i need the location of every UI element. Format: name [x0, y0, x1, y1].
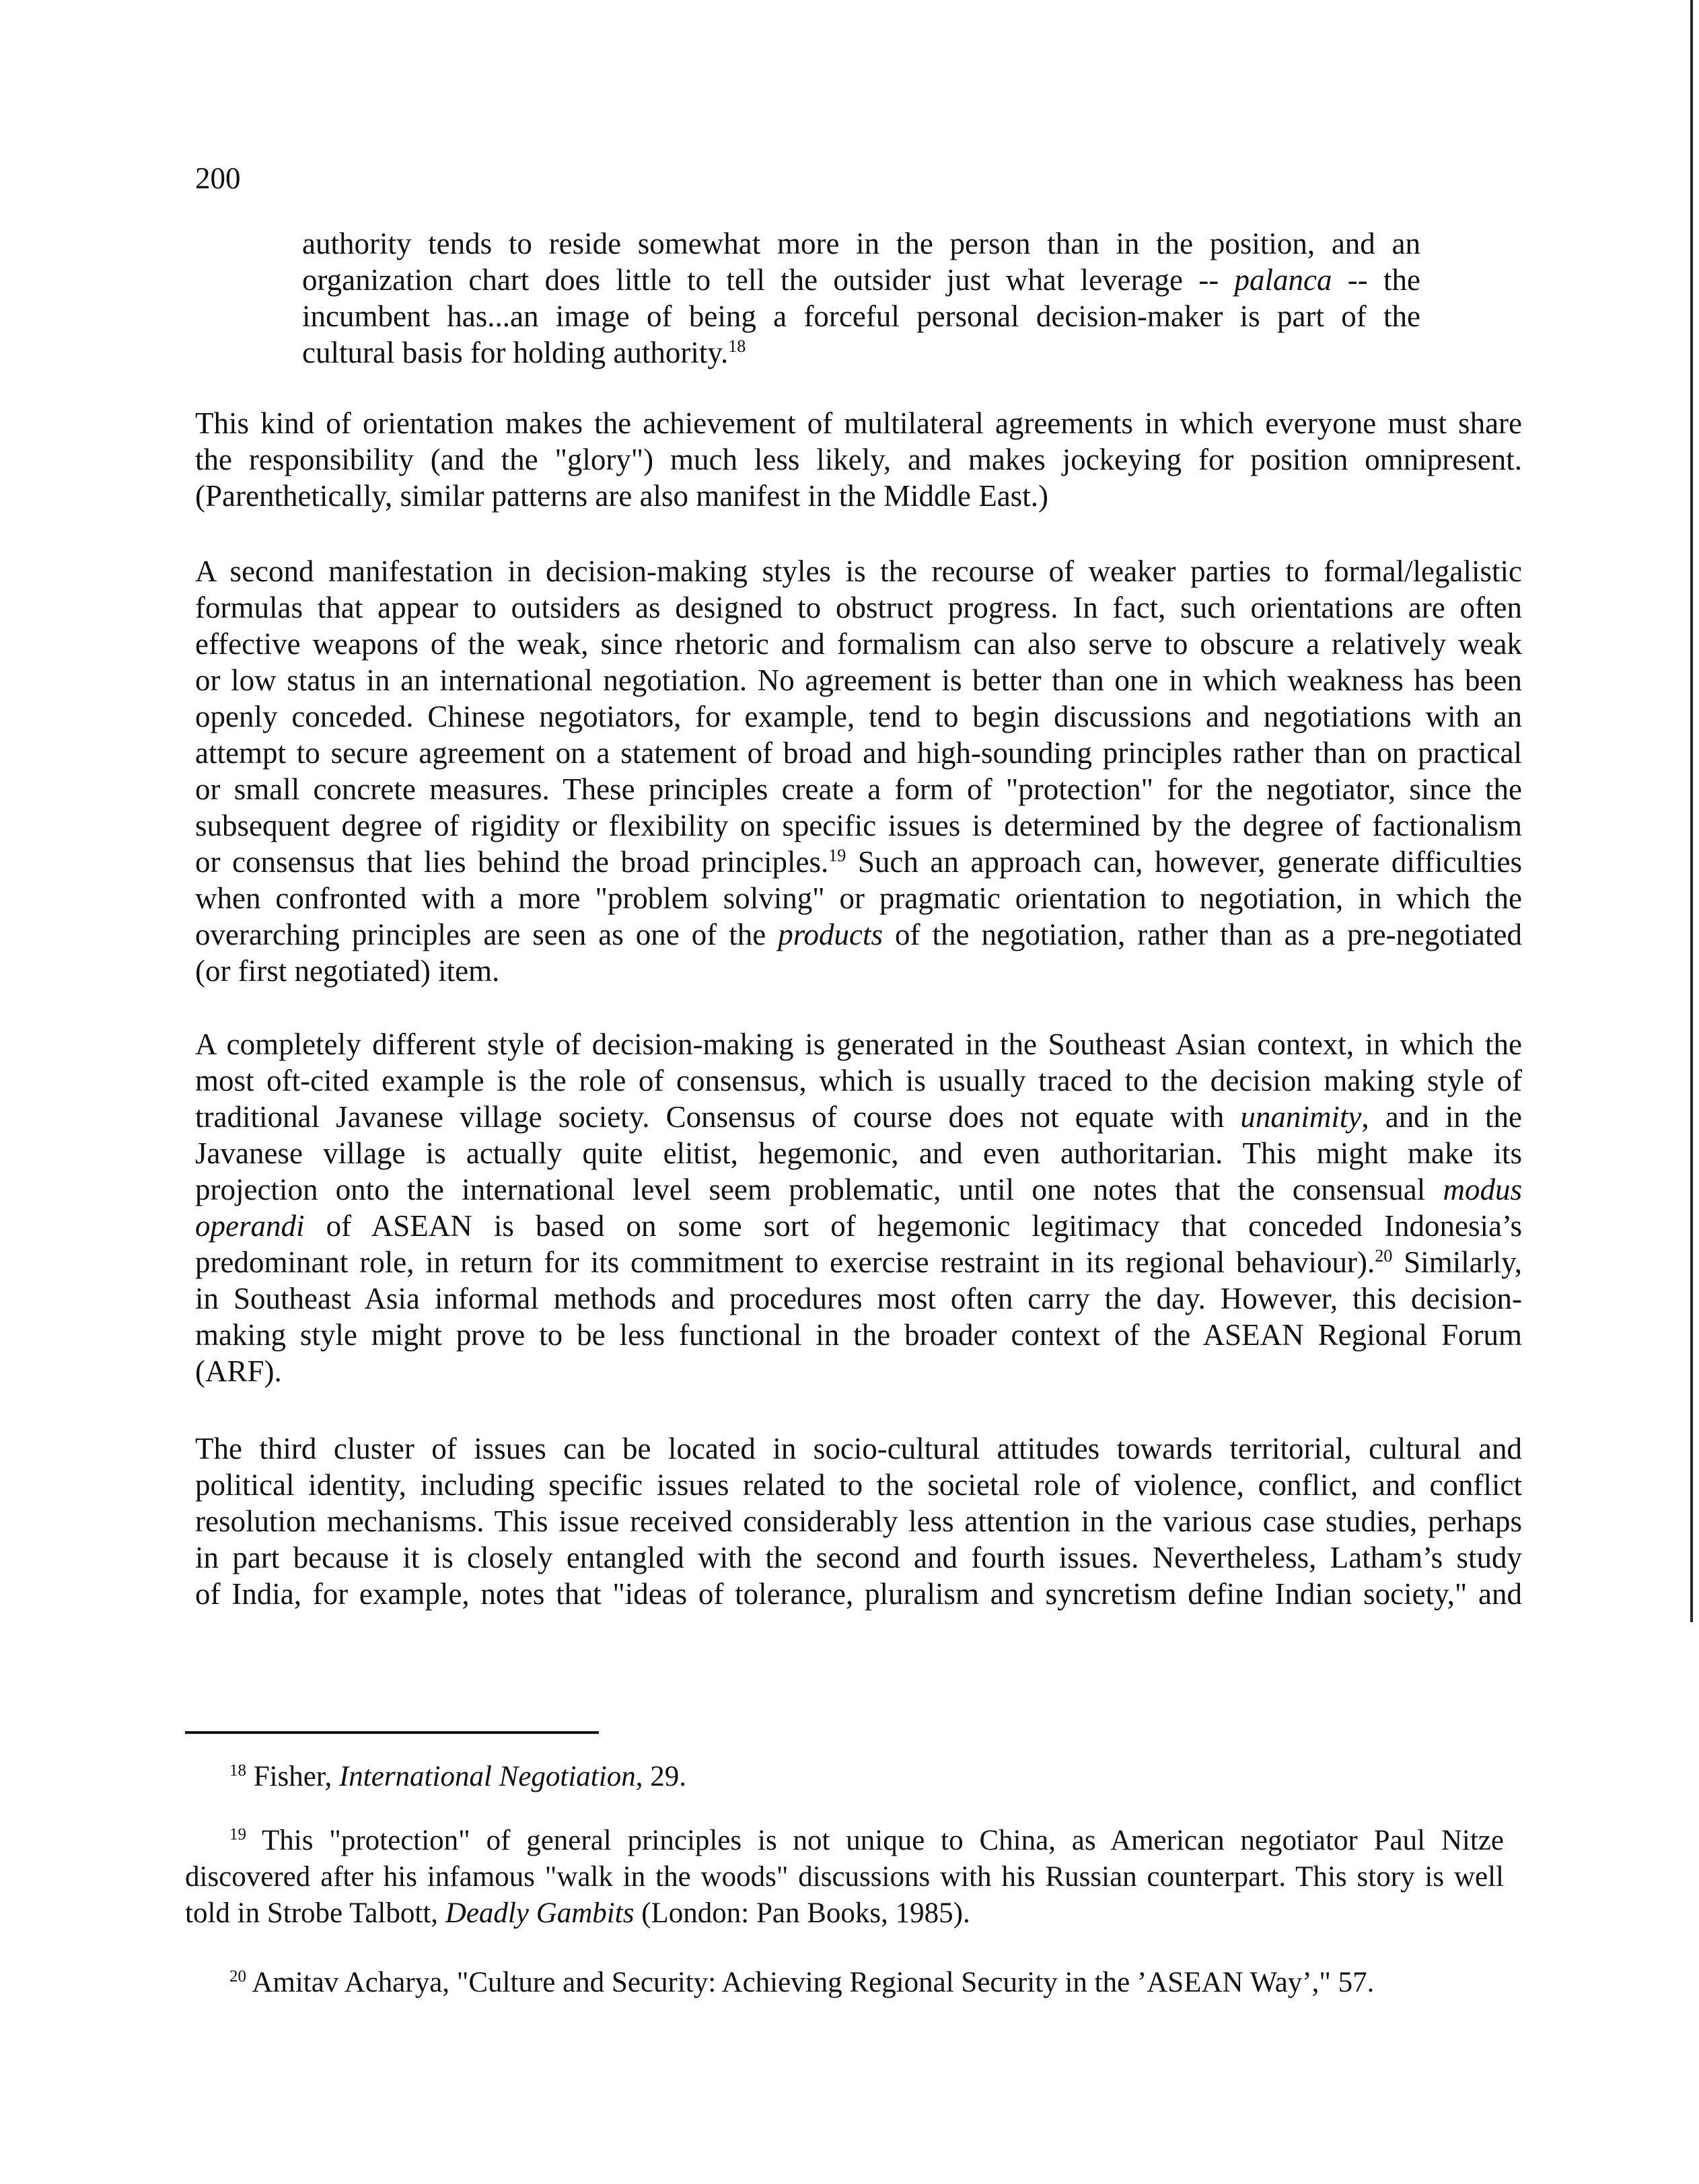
text-line — [195, 1317, 1522, 1353]
text-run: attempt to secure agreement on a statement of broad and high-sounding principles rather than on practical — [195, 736, 1522, 770]
text-line — [185, 1759, 1504, 1795]
text-line — [195, 1244, 1522, 1280]
text-run: This kind of orientation makes the achievement of multilateral agreements in which everyone must share — [195, 406, 1522, 440]
italic-text-run: Deadly Gambits — [445, 1897, 635, 1929]
text-run: A second manifestation in decision-making styles is the recourse of weaker parties to formal/legalistic — [195, 554, 1522, 588]
text-line — [195, 953, 1522, 989]
text-line — [195, 1099, 1522, 1135]
text-run: discovered after his infamous "walk in the woods" discussions with his Russian counterpart. This story is well — [185, 1861, 1504, 1893]
text-line — [195, 478, 1522, 514]
text-run: traditional Javanese village society. Consensus of course does not equate with — [195, 1100, 1241, 1134]
paragraph — [195, 1026, 1522, 1389]
italic-text-run: operandi — [195, 1209, 305, 1243]
text-run: organization chart does little to tell the outsider just what leverage -- — [302, 263, 1235, 297]
text-run: incumbent has...an image of being a forceful personal decision-maker is part of the — [302, 299, 1420, 333]
text-line — [195, 1467, 1522, 1503]
text-run: or low status in an international negotiation. No agreement is better than one in which weakness has been — [195, 663, 1522, 697]
text-run: (ARF). — [195, 1354, 282, 1388]
text-run: or consensus that lies behind the broad principles. — [195, 845, 829, 879]
text-line — [185, 1859, 1504, 1895]
footnote — [185, 1823, 1504, 1932]
text-run: A completely different style of decision-making is generated in the Southeast Asian context, in which the — [195, 1027, 1522, 1061]
text-line — [185, 1823, 1504, 1859]
text-run: Such an approach can, however, generate difficulties — [846, 845, 1522, 879]
text-line — [195, 589, 1522, 626]
text-line — [302, 225, 1420, 262]
text-run: of India, for example, notes that "ideas of tolerance, pluralism and syncretism define Indian society," and — [195, 1577, 1522, 1611]
text-line — [195, 698, 1522, 735]
text-run: openly conceded. Chinese negotiators, for example, tend to begin discussions and negotiations with an — [195, 700, 1522, 733]
text-run: or small concrete measures. These principles create a form of "protection" for the negotiator, since the — [195, 772, 1522, 806]
text-line — [195, 735, 1522, 771]
text-run: projection onto the international level seem problematic, until one notes that the consensual — [195, 1173, 1443, 1206]
footnote — [185, 1759, 1504, 1795]
text-run: of ASEAN is based on some sort of hegemonic legitimacy that conceded Indonesia’s — [304, 1209, 1522, 1243]
text-line — [185, 1965, 1504, 2001]
text-line — [302, 262, 1420, 298]
text-run: Similarly, — [1392, 1245, 1522, 1279]
text-run: in Southeast Asia informal methods and procedures most often carry the day. However, this decision- — [195, 1282, 1522, 1315]
text-run: most oft-cited example is the role of consensus, which is usually traced to the decision making style of — [195, 1064, 1522, 1097]
text-run: cultural basis for holding authority. — [302, 336, 729, 369]
text-line — [195, 662, 1522, 698]
scan-edge-line — [1690, 0, 1693, 1622]
italic-text-run: International Negotiation — [338, 1761, 636, 1792]
text-run: political identity, including specific issues related to the societal role of violence, conflict, and conflict — [195, 1468, 1522, 1502]
text-run: Fisher, — [246, 1761, 339, 1792]
text-run: predominant role, in return for its commitment to exercise restraint in its regional behaviour). — [195, 1245, 1375, 1279]
text-line — [195, 553, 1522, 589]
text-line — [185, 1895, 1504, 1932]
text-line — [195, 626, 1522, 662]
block-quote — [302, 225, 1420, 371]
text-line — [195, 405, 1522, 441]
paragraph — [195, 1430, 1522, 1612]
text-run: resolution mechanisms. This issue received considerably less attention in the various case studies, perhaps — [195, 1504, 1522, 1538]
text-run: Amitav Acharya, "Culture and Security: Achieving Regional Security in the ’ASEAN Way’," 57. — [246, 1967, 1375, 1998]
text-run: Javanese village is actually quite elitist, hegemonic, and even authoritarian. This might make its — [195, 1136, 1522, 1170]
footnote-reference: 20 — [229, 1967, 246, 1986]
paragraph — [195, 553, 1522, 989]
text-line — [195, 807, 1522, 844]
text-line — [195, 1430, 1522, 1467]
text-line — [195, 441, 1522, 478]
text-run: This "protection" of general principles is not unique to China, as American negotiator Paul Nitze — [246, 1825, 1504, 1856]
italic-text-run: modus — [1443, 1173, 1522, 1206]
text-line — [195, 844, 1522, 880]
italic-text-run: palanca — [1234, 263, 1332, 297]
text-run: (or first negotiated) item. — [195, 954, 500, 988]
paragraph — [195, 405, 1522, 514]
text-run: , 29. — [635, 1761, 686, 1792]
text-run: effective weapons of the weak, since rhetoric and formalism can also serve to obscure a relatively weak — [195, 627, 1522, 661]
text-run: formulas that appear to outsiders as designed to obstruct progress. In fact, such orientations are often — [195, 591, 1522, 624]
italic-text-run: products — [778, 918, 883, 951]
text-line — [195, 1026, 1522, 1062]
text-line — [195, 1171, 1522, 1208]
italic-text-run: unanimity — [1240, 1100, 1362, 1134]
text-line — [195, 880, 1522, 916]
text-line — [195, 1503, 1522, 1539]
text-line — [195, 916, 1522, 953]
footnote-reference: 20 — [1375, 1246, 1393, 1266]
text-line — [195, 1062, 1522, 1099]
text-line — [195, 1280, 1522, 1317]
text-run: -- the — [1332, 263, 1421, 297]
text-run: (Parenthetically, similar patterns are also manifest in the Middle East.) — [195, 479, 1048, 513]
text-line — [195, 1353, 1522, 1389]
text-line — [302, 298, 1420, 334]
text-run: of the negotiation, rather than as a pre-negotiated — [883, 918, 1522, 951]
text-run: , and in the — [1361, 1100, 1522, 1134]
footnote-reference: 18 — [728, 336, 746, 357]
text-run: authority tends to reside somewhat more in the person than in the position, and an — [302, 227, 1420, 260]
text-line — [195, 1576, 1522, 1612]
footnote-reference: 19 — [828, 846, 846, 866]
text-line — [195, 771, 1522, 807]
text-run: told in Strobe Talbott, — [185, 1897, 445, 1929]
footnote-separator — [185, 1731, 599, 1734]
text-run: in part because it is closely entangled with the second and fourth issues. Nevertheless, Latham’s study — [195, 1541, 1522, 1574]
text-line — [195, 1539, 1522, 1576]
text-run: making style might prove to be less functional in the broader context of the ASEAN Regional Forum — [195, 1318, 1522, 1352]
text-line — [302, 334, 1420, 371]
text-run: The third cluster of issues can be located in socio-cultural attitudes towards territorial, cultural and — [195, 1432, 1522, 1465]
footnote-reference: 19 — [229, 1825, 246, 1844]
page-number: 200 — [195, 161, 241, 195]
text-run: the responsibility (and the "glory") much less likely, and makes jockeying for position omnipresent. — [195, 443, 1522, 476]
text-line — [195, 1208, 1522, 1244]
text-run: when confronted with a more "problem solving" or pragmatic orientation to negotiation, in which the — [195, 881, 1522, 915]
text-line — [195, 1135, 1522, 1171]
text-run: overarching principles are seen as one of the — [195, 918, 779, 951]
footnote-reference: 18 — [229, 1761, 246, 1780]
text-run: subsequent degree of rigidity or flexibility on specific issues is determined by the degree of factionalism — [195, 809, 1522, 842]
footnote — [185, 1965, 1504, 2001]
text-run: (London: Pan Books, 1985). — [634, 1897, 970, 1929]
